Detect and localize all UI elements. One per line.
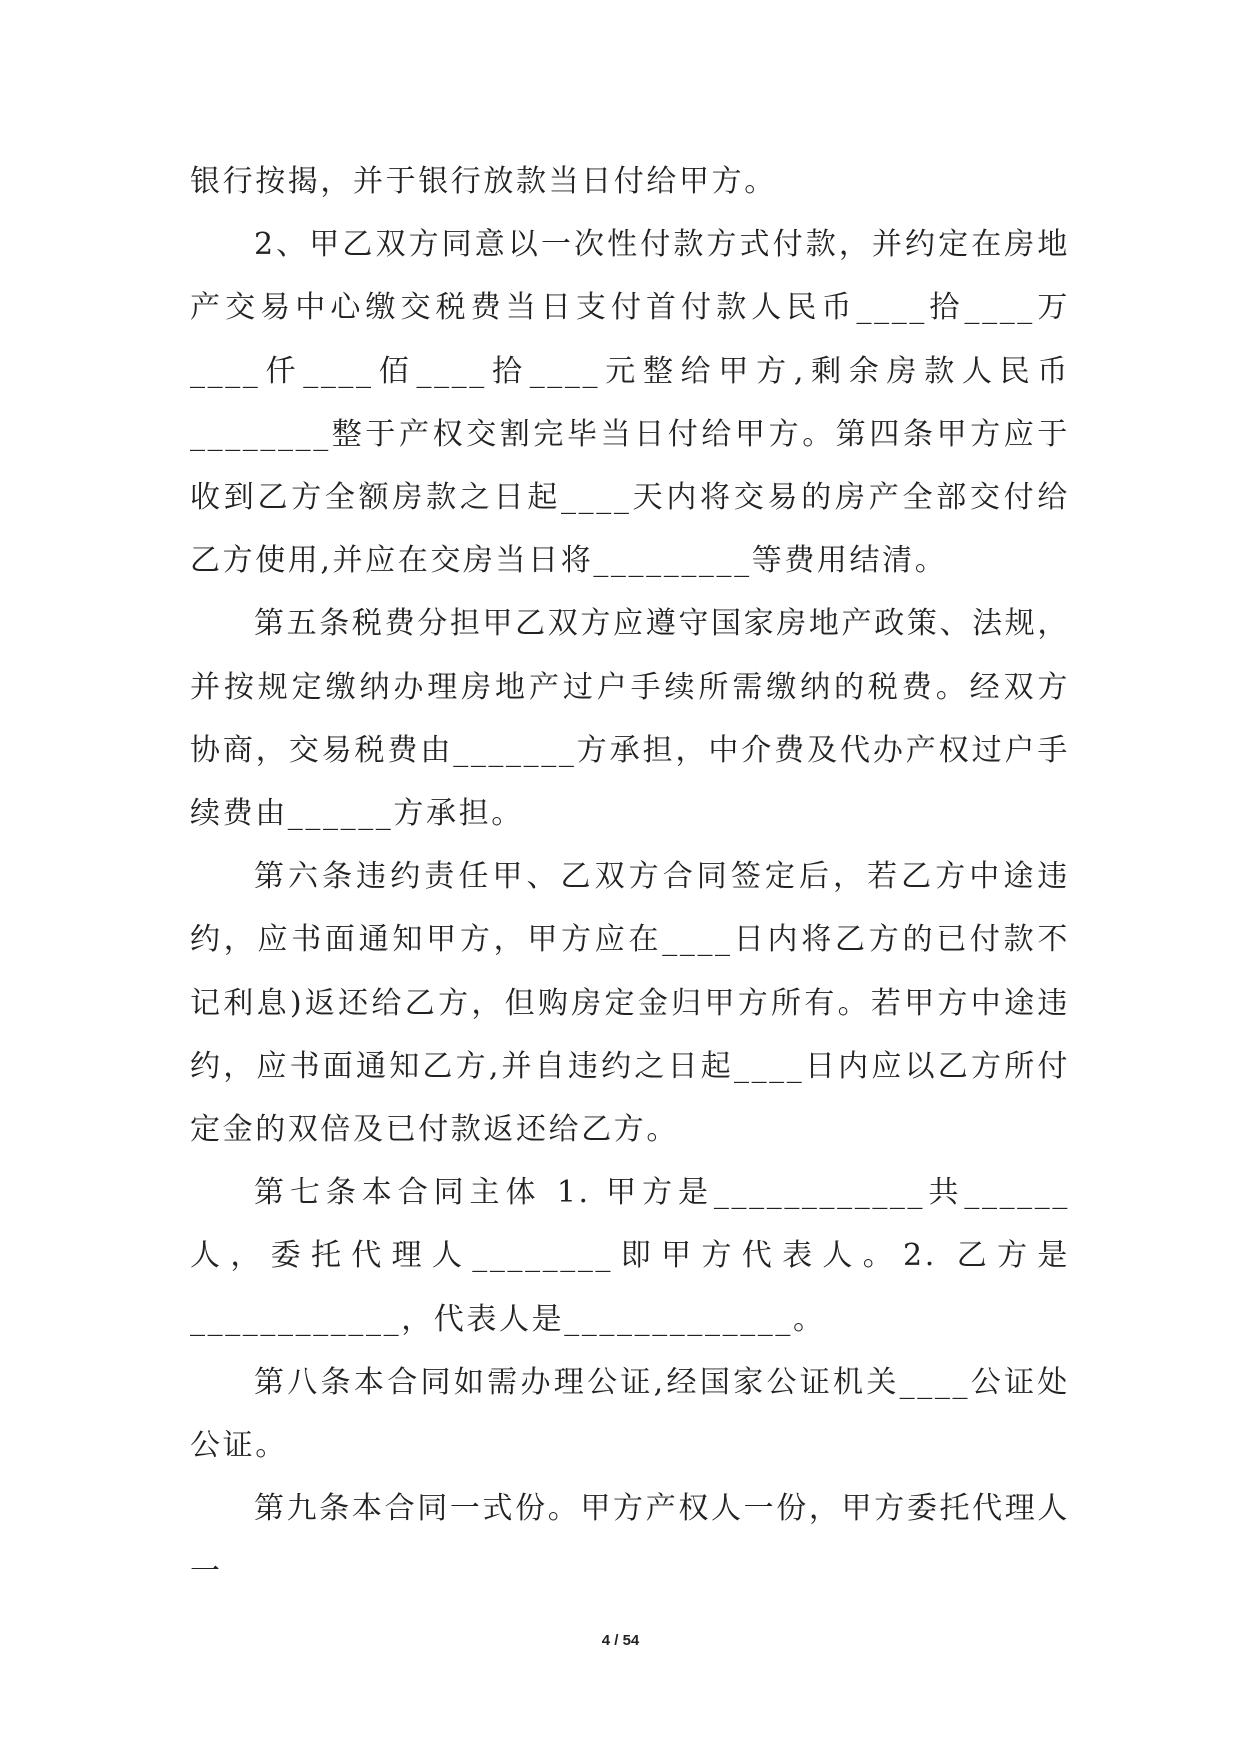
paragraph-5: 第七条本合同主体 1. 甲方是____________共______人，委托代理人________即甲方代表人。2. 乙方是____________，代表人是_____________。	[190, 1175, 1070, 1337]
paragraph-1: 银行按揭，并于银行放款当日付给甲方。	[190, 164, 777, 199]
paragraph-6: 第八条本合同如需办理公证,经国家公证机关____公证处公证。	[190, 1364, 1070, 1464]
paragraph-7: 第九条本合同一式份。甲方产权人一份，甲方委托代理人一	[190, 1491, 1070, 1590]
page-number: 4 / 54	[601, 1632, 640, 1649]
paragraph-3: 第五条税费分担甲乙双方应遵守国家房地产政策、法规，并按规定缴纳办理房地产过户手续所需缴纳的税费。经双方协商，交易税费由_______方承担，中介费及代办产权过户手续费由______方承担。	[190, 606, 1070, 832]
document-body	[190, 150, 1070, 1604]
paragraph-2: 2、甲乙双方同意以一次性付款方式付款，并约定在房地产交易中心缴交税费当日支付首付款人民币____拾____万____仟____佰____拾____元整给甲方,剩余房款人民币________整于产权交割完毕当日付给甲方。第四条甲方应于收到乙方全额房款之日起____天内将交易的房产全部交付给乙方使用,并应在交房当日将_________等费用结清。	[190, 227, 1070, 579]
paragraph-4: 第六条违约责任甲、乙双方合同签定后，若乙方中途违约，应书面通知甲方，甲方应在____日内将乙方的已付款不记利息)返还给乙方，但购房定金归甲方所有。若甲方中途违约，应书面通知乙方,并自违约之日起____日内应以乙方所付定金的双倍及已付款返还给乙方。	[190, 859, 1070, 1148]
